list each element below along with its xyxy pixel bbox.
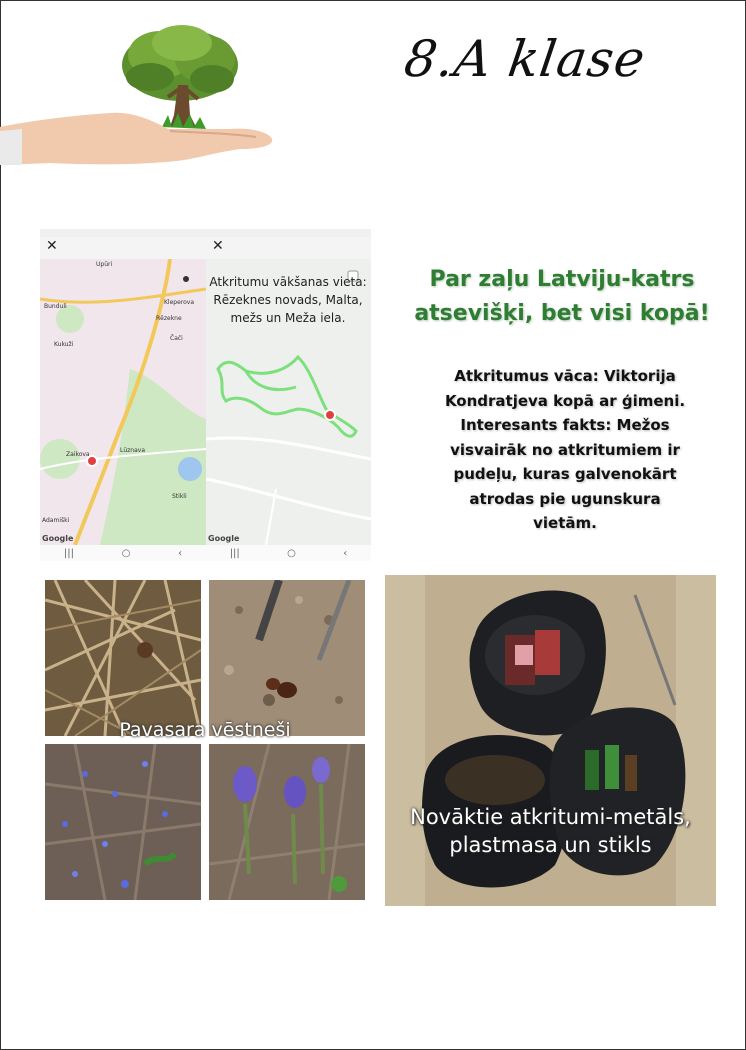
town-label: Stikli	[172, 493, 187, 500]
town-label: Čači	[170, 335, 183, 342]
close-icon[interactable]: ✕	[46, 238, 58, 254]
recent-apps-icon[interactable]: |||	[229, 547, 240, 559]
map-caption: Atkritumu vākšanas vieta: Rēzeknes novads, Malta, mežs un Meža iela.	[209, 275, 367, 325]
recent-apps-icon[interactable]: |||	[63, 547, 74, 559]
dry-grass-photo	[45, 580, 201, 736]
android-nav-bar	[206, 545, 371, 561]
blue-flowers-photo	[45, 744, 201, 900]
town-label: Zaikova	[66, 451, 90, 458]
town-label: Kleperova	[164, 299, 195, 306]
map-overview	[40, 229, 206, 561]
map-screenshots	[40, 229, 371, 561]
town-label: Adamiški	[42, 517, 70, 524]
home-icon[interactable]: ○	[287, 547, 296, 559]
android-nav-bar	[40, 545, 206, 561]
hand-tree-icon	[0, 15, 280, 175]
back-icon[interactable]: ‹	[178, 547, 183, 559]
town-label: Rēzekne	[156, 315, 182, 322]
garbage-bags-photo	[385, 575, 716, 906]
town-label: Lūznava	[120, 447, 146, 454]
close-icon[interactable]: ✕	[212, 238, 224, 254]
description-text: Atkritumus vāca: Viktorija Kondratjeva kopā ar ģimeni. Interesants fakts: Mežos visvairāk no atkritumiem ir pudeļu, kuras galvenokārt atrodas pie ugunskura vietām.	[444, 367, 686, 532]
spring-photo-collage	[45, 580, 365, 900]
town-label: Kukuži	[54, 341, 74, 348]
pasque-flowers-photo	[209, 744, 365, 900]
back-icon[interactable]: ‹	[343, 547, 348, 559]
google-logo: Google	[42, 534, 74, 543]
ant-on-ground-photo	[209, 580, 365, 736]
bags-caption: Novāktie atkritumi-metāls, plastmasa un stikls	[410, 805, 691, 857]
town-label: Upūri	[96, 261, 113, 268]
status-bar	[40, 229, 206, 237]
town-label: Bunduli	[44, 303, 67, 310]
status-bar	[206, 229, 371, 237]
class-title: 8.A klase	[400, 30, 650, 88]
home-icon[interactable]: ○	[121, 547, 131, 559]
slogan-heading: Par zaļu Latviju-katrs atsevišķi, bet visi kopā!	[414, 267, 710, 326]
collage-caption: Pavasara vēstneši	[119, 719, 291, 741]
map-route	[206, 229, 371, 561]
google-logo: Google	[208, 534, 240, 543]
